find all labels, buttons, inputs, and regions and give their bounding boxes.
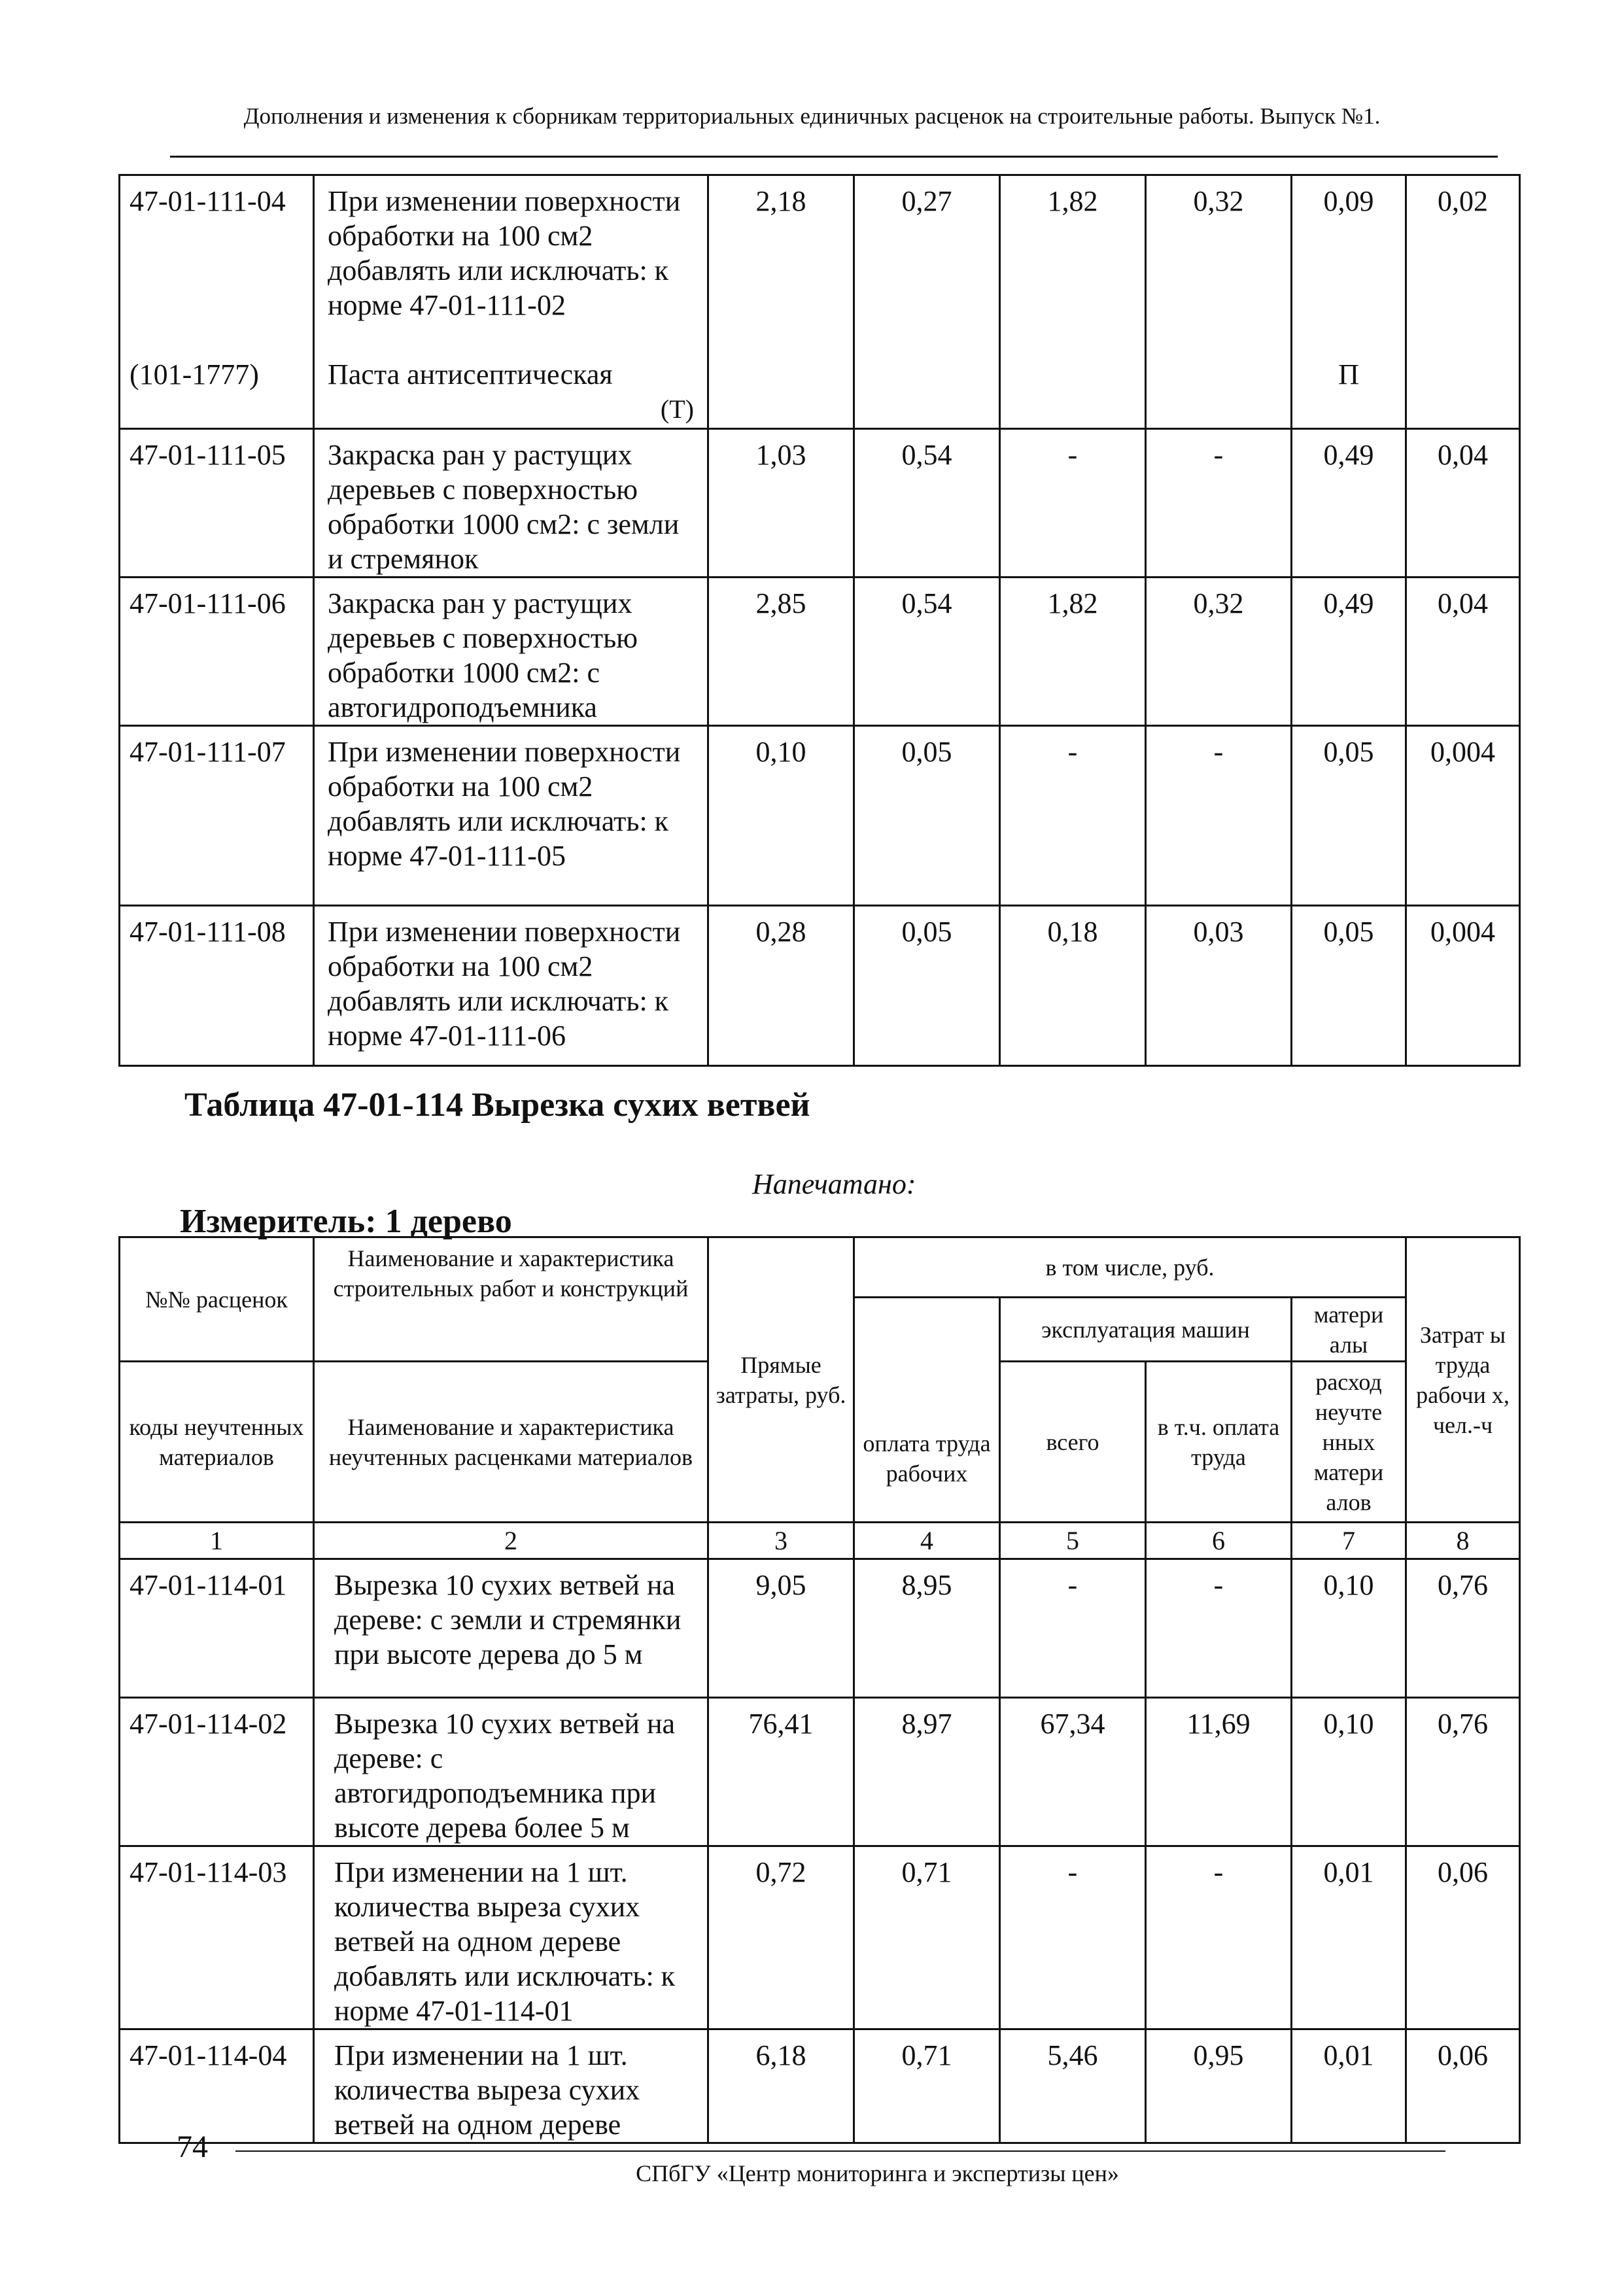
direct-costs-value: 1,03 [708, 429, 854, 578]
header-labor-pay: оплата труда рабочих [854, 1298, 1000, 1523]
machine-labor-value: 11,69 [1146, 1698, 1292, 1846]
column-numbers-row [120, 1523, 1520, 1559]
labor-costs-value: 0,06 [1406, 1846, 1520, 2029]
direct-costs-value: 9,05 [708, 1559, 854, 1698]
rate-name: Закраска ран у растущих деревьев с поверхностью обработки 1000 см2: с автогидроподъемника [314, 578, 708, 726]
rates-table-continued [118, 174, 1521, 1067]
labor-pay-value: 0,27 [854, 175, 1000, 429]
material-mark: (Т) [660, 394, 694, 424]
table-row [120, 1846, 1520, 2029]
table-title: Таблица 47-01-114 Вырезка сухих ветвей [184, 1086, 810, 1124]
machine-total-value: - [1000, 726, 1146, 906]
column-number: 7 [1292, 1523, 1406, 1559]
header-materials: матери алы [1292, 1298, 1406, 1362]
materials-value: 0,05 [1292, 906, 1406, 1066]
labor-pay-value: 0,05 [854, 726, 1000, 906]
labor-costs-value: 0,004 [1406, 726, 1520, 906]
direct-costs-value: 2,85 [708, 578, 854, 726]
column-number: 8 [1406, 1523, 1520, 1559]
materials-value: 0,49 [1292, 578, 1406, 726]
header-rate-no: №№ расценок [120, 1237, 314, 1362]
header-including: в том числе, руб. [854, 1237, 1406, 1298]
labor-costs-value: 0,06 [1406, 2029, 1520, 2143]
rate-code: 47-01-111-06 [120, 578, 314, 726]
column-number: 6 [1146, 1523, 1292, 1559]
column-number: 2 [314, 1523, 708, 1559]
machine-labor-value: - [1146, 1559, 1292, 1698]
materials-value: 0,09 [1323, 185, 1374, 217]
rate-code: 47-01-111-08 [120, 906, 314, 1066]
labor-pay-value: 0,71 [854, 2029, 1000, 2143]
machine-total-value: 67,34 [1000, 1698, 1146, 1846]
header-work-name: Наименование и характеристика строительных работ и конструкций [314, 1237, 708, 1362]
rate-name: При изменении на 1 шт. количества выреза сухих ветвей на одном дереве [314, 2029, 708, 2143]
footer-organization: СПбГУ «Центр мониторинга и экспертизы цен» [636, 2160, 1119, 2186]
rate-name: Вырезка 10 сухих ветвей на дереве: с автогидроподъемника при высоте дерева более 5 м [314, 1698, 708, 1846]
table-row [120, 906, 1520, 1066]
labor-pay-value: 8,97 [854, 1698, 1000, 1846]
labor-pay-value: 8,95 [854, 1559, 1000, 1698]
machine-total-value: 5,46 [1000, 2029, 1146, 2143]
rate-code: 47-01-114-03 [120, 1846, 314, 2029]
machine-total-value: - [1000, 1559, 1146, 1698]
rate-name: При изменении поверхности обработки на 100 см2 добавлять или исключать: к норме 47-01-111-02 [328, 185, 681, 321]
rate-name: Вырезка 10 сухих ветвей на дереве: с земли и стремянки при высоте дерева до 5 м [314, 1559, 708, 1698]
column-number: 1 [120, 1523, 314, 1559]
labor-pay-value: 0,05 [854, 906, 1000, 1066]
machine-total-value: 1,82 [1000, 175, 1146, 429]
machine-total-value: 1,82 [1000, 578, 1146, 726]
table-row [120, 1559, 1520, 1698]
page-number: 74 [177, 2130, 208, 2164]
labor-costs-value: 0,004 [1406, 906, 1520, 1066]
materials-value: 0,01 [1292, 2029, 1406, 2143]
direct-costs-value: 0,72 [708, 1846, 854, 2029]
header-direct-costs: Прямые затраты, руб. [708, 1237, 854, 1523]
labor-costs-value: 0,02 [1406, 175, 1520, 429]
table-row [120, 578, 1520, 726]
labor-pay-value: 0,54 [854, 578, 1000, 726]
table-row [120, 726, 1520, 906]
rate-name: При изменении поверхности обработки на 100 см2 добавлять или исключать: к норме 47-01-111-06 [314, 906, 708, 1066]
rate-code: 47-01-114-01 [120, 1559, 314, 1698]
materials-value: 0,10 [1292, 1698, 1406, 1846]
rate-name: Закраска ран у растущих деревьев с поверхностью обработки 1000 см2: с земли и стремянок [314, 429, 708, 578]
materials-cell [1292, 175, 1406, 429]
direct-costs-value: 0,28 [708, 906, 854, 1066]
column-number: 3 [708, 1523, 854, 1559]
machine-labor-value: 0,95 [1146, 2029, 1292, 2143]
rate-code-cell [120, 175, 314, 429]
header-materials-name: Наименование и характеристика неучтенных расценками материалов [314, 1362, 708, 1523]
labor-costs-value: 0,76 [1406, 1698, 1520, 1846]
header-material-use: расход неучте нных матери алов [1292, 1362, 1406, 1523]
rates-table-114 [118, 1236, 1521, 2144]
table-row [120, 175, 1520, 429]
rate-name-cell [314, 175, 708, 429]
header-machine-ops: эксплуатация машин [1000, 1298, 1292, 1362]
machine-total-value: - [1000, 429, 1146, 578]
materials-value: 0,01 [1292, 1846, 1406, 2029]
labor-costs-value: 0,04 [1406, 429, 1520, 578]
machine-labor-value: - [1146, 429, 1292, 578]
table-row [120, 429, 1520, 578]
page-header: Дополнения и изменения к сборникам территориальных единичных расценок на строительные работы. Выпуск №1. [243, 103, 1381, 129]
header-total: всего [1000, 1362, 1146, 1523]
table-row [120, 2029, 1520, 2143]
measure-unit: Измеритель: 1 дерево [180, 1203, 512, 1240]
materials-value: 0,05 [1292, 726, 1406, 906]
header-rule [170, 156, 1498, 158]
header-labor-costs: Затрат ы труда рабочи х, чел.-ч [1406, 1237, 1520, 1523]
machine-labor-value: - [1146, 1846, 1292, 2029]
rate-name: При изменении поверхности обработки на 100 см2 добавлять или исключать: к норме 47-01-111-05 [314, 726, 708, 906]
direct-costs-value: 76,41 [708, 1698, 854, 1846]
machine-labor-value: 0,32 [1146, 578, 1292, 726]
material-code: (101-1777) [130, 358, 259, 390]
materials-value: 0,49 [1292, 429, 1406, 578]
rate-code: 47-01-111-05 [120, 429, 314, 578]
direct-costs-value: 6,18 [708, 2029, 854, 2143]
materials-value: 0,10 [1292, 1559, 1406, 1698]
labor-pay-value: 0,54 [854, 429, 1000, 578]
column-number: 5 [1000, 1523, 1146, 1559]
machine-labor-value: 0,32 [1146, 175, 1292, 429]
direct-costs-value: 0,10 [708, 726, 854, 906]
header-row [120, 1237, 1520, 1298]
rate-code: 47-01-111-07 [120, 726, 314, 906]
direct-costs-value: 2,18 [708, 175, 854, 429]
header-codes-unaccounted: коды неучтенных материалов [120, 1362, 314, 1523]
labor-pay-value: 0,71 [854, 1846, 1000, 2029]
column-number: 4 [854, 1523, 1000, 1559]
machine-total-value: - [1000, 1846, 1146, 2029]
printed-label: Напечатано: [752, 1168, 916, 1200]
rate-code: 47-01-111-04 [130, 185, 286, 217]
rate-code: 47-01-114-04 [120, 2029, 314, 2143]
rate-code: 47-01-114-02 [120, 1698, 314, 1846]
machine-labor-value: 0,03 [1146, 906, 1292, 1066]
material-flag: П [1338, 358, 1359, 390]
material-name: Паста антисептическая [328, 358, 613, 390]
machine-total-value: 0,18 [1000, 906, 1146, 1066]
labor-costs-value: 0,76 [1406, 1559, 1520, 1698]
rate-name: При изменении на 1 шт. количества выреза сухих ветвей на одном дереве добавлять или исключать: к норме 47-01-114-01 [314, 1846, 708, 2029]
header-incl-labor: в т.ч. оплата труда [1146, 1362, 1292, 1523]
table-row [120, 1698, 1520, 1846]
labor-costs-value: 0,04 [1406, 578, 1520, 726]
machine-labor-value: - [1146, 726, 1292, 906]
footer-rule [235, 2150, 1445, 2152]
